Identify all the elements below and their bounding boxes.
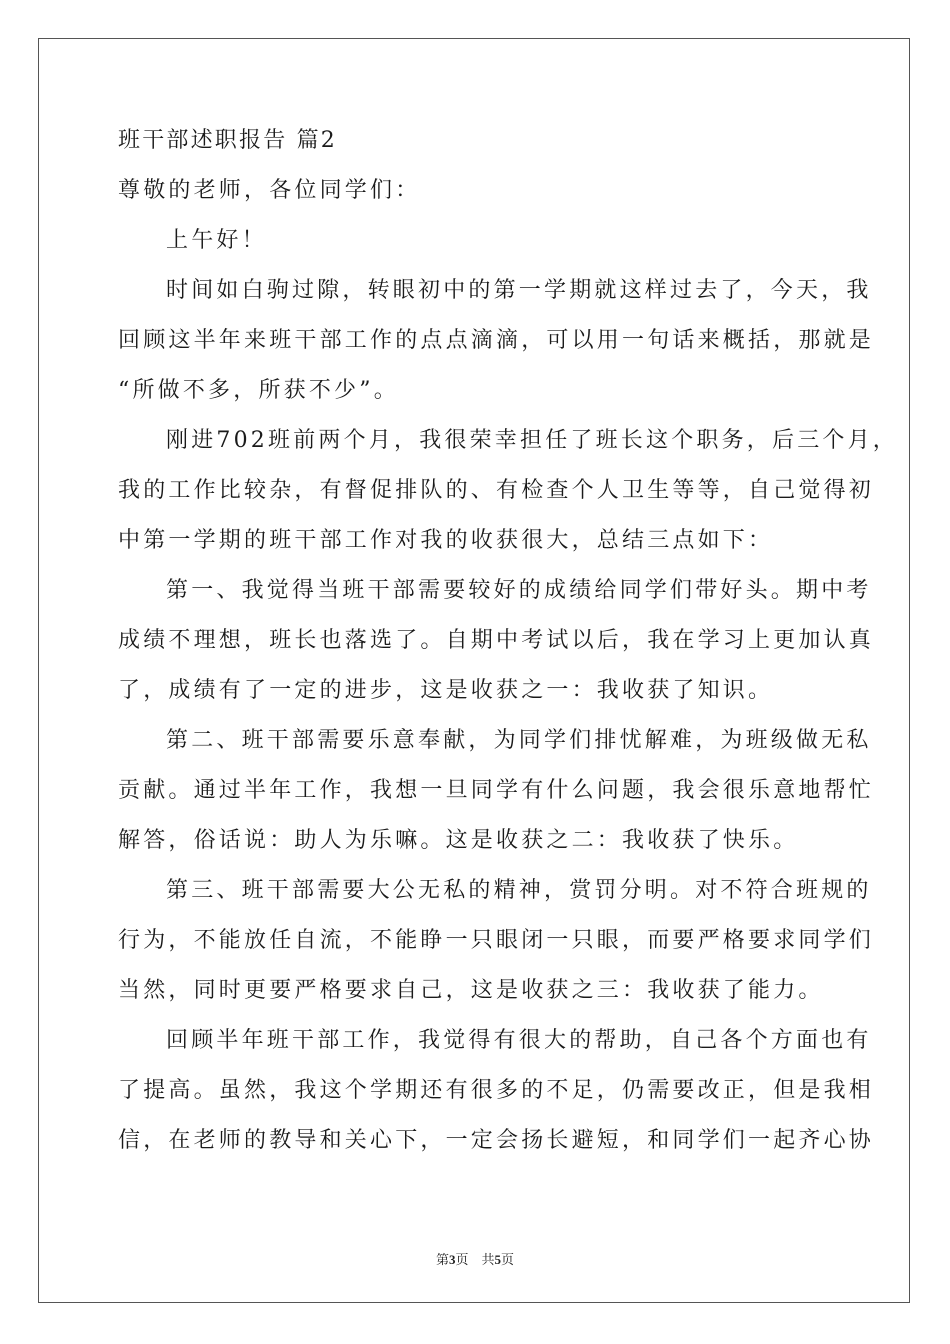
paragraph-lines bbox=[118, 176, 898, 1176]
text-line: 信，在老师的教导和关心下，一定会扬长避短，和同学们一起齐心协 bbox=[118, 1128, 875, 1153]
text-line: 解答，俗话说：助人为乐嘛。这是收获之二：我收获了快乐。 bbox=[118, 828, 799, 853]
text-line: 刚进702班前两个月，我很荣幸担任了班长这个职务，后三个月， bbox=[166, 428, 898, 453]
text-line: 第一、我觉得当班干部需要较好的成绩给同学们带好头。期中考 bbox=[166, 578, 872, 603]
footer-total-pages: 5 bbox=[494, 1252, 501, 1267]
text-line: 了，成绩有了一定的进步，这是收获之一：我收获了知识。 bbox=[118, 678, 774, 703]
text-line: 贡献。通过半年工作，我想一旦同学有什么问题，我会很乐意地帮忙 bbox=[118, 778, 875, 803]
text-line: 成绩不理想，班长也落选了。自期中考试以后，我在学习上更加认真 bbox=[118, 628, 875, 653]
footer-current-page: 3 bbox=[448, 1252, 456, 1267]
text-line: 上午好！ bbox=[166, 228, 267, 253]
text-line: 我的工作比较杂，有督促排队的、有检查个人卫生等等，自己觉得初 bbox=[118, 478, 875, 503]
text-line: 回顾这半年来班干部工作的点点滴滴，可以用一句话来概括，那就是 bbox=[118, 328, 875, 353]
document-title: 班干部述职报告 篇2 bbox=[118, 128, 337, 153]
text-line: 行为，不能放任自流，不能睁一只眼闭一只眼，而要严格要求同学们 bbox=[118, 928, 875, 953]
document-body bbox=[118, 126, 898, 1176]
text-line: 当然，同时更要严格要求自己，这是收获之三：我收获了能力。 bbox=[118, 978, 824, 1003]
footer-prefix: 第 bbox=[435, 1252, 449, 1267]
text-line: 回顾半年班干部工作，我觉得有很大的帮助，自己各个方面也有 bbox=[166, 1028, 872, 1053]
footer-suffix: 页 bbox=[501, 1252, 515, 1267]
footer-mid: 页 共 bbox=[455, 1252, 495, 1267]
page-footer bbox=[0, 1249, 950, 1268]
text-line: 了提高。虽然，我这个学期还有很多的不足，仍需要改正，但是我相 bbox=[118, 1078, 875, 1103]
text-line: 中第一学期的班干部工作对我的收获很大，总结三点如下： bbox=[118, 528, 774, 553]
text-line: 时间如白驹过隙，转眼初中的第一学期就这样过去了，今天，我 bbox=[166, 278, 872, 303]
text-line: 第三、班干部需要大公无私的精神，赏罚分明。对不符合班规的 bbox=[166, 878, 872, 903]
text-line: 第二、班干部需要乐意奉献，为同学们排忧解难，为班级做无私 bbox=[166, 728, 872, 753]
text-line: 尊敬的老师，各位同学们： bbox=[118, 178, 421, 203]
text-line: “所做不多，所获不少”。 bbox=[118, 378, 399, 403]
